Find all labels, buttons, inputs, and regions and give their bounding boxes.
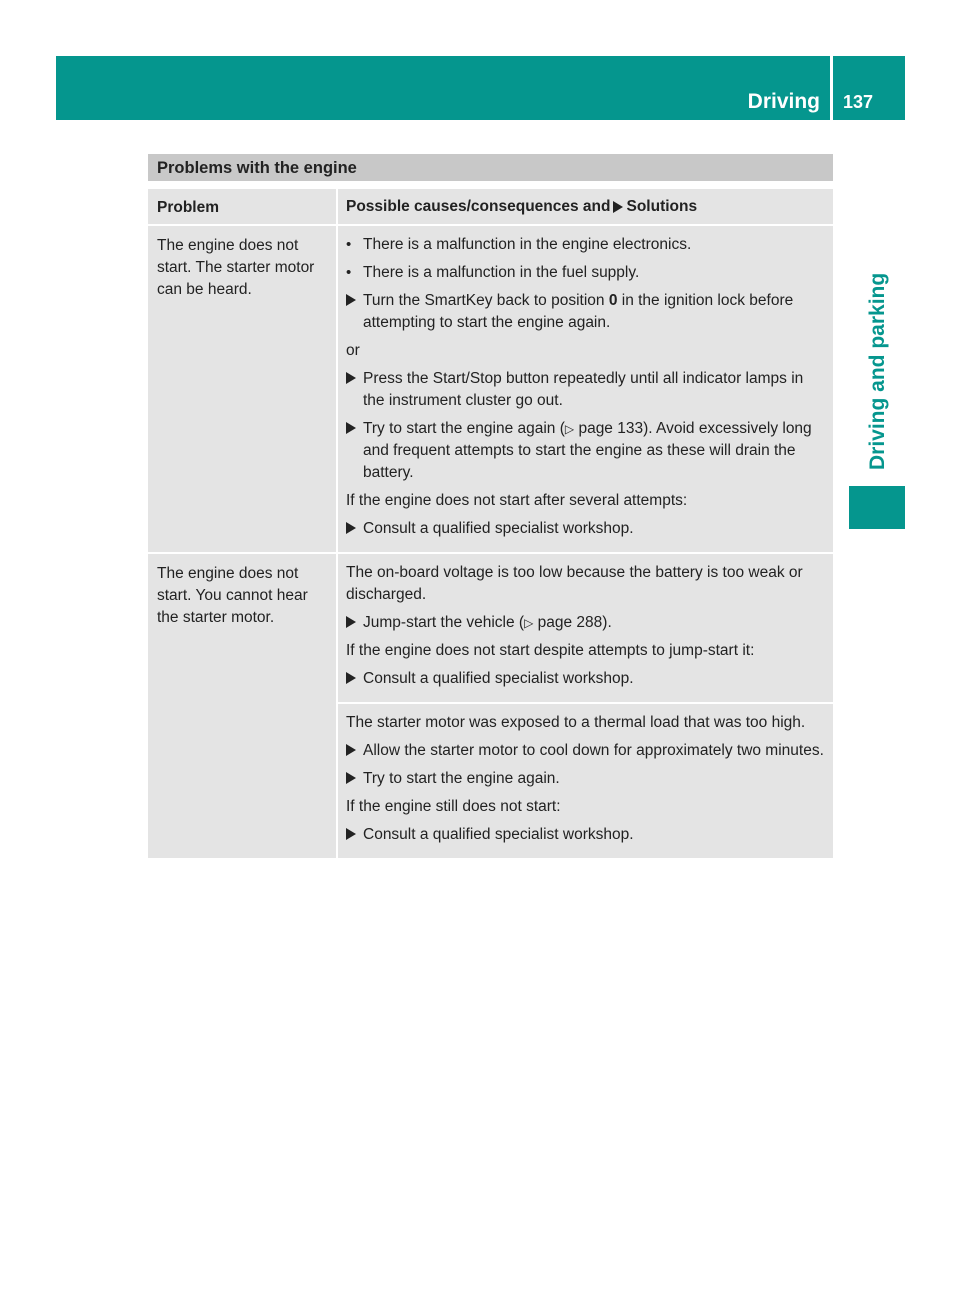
problem-cell: The engine does not start. The starter motor can be heard.: [148, 226, 336, 552]
triangle-right-icon: [346, 616, 356, 628]
triangle-right-icon: [346, 294, 356, 306]
list-item: • There is a malfunction in the engine electronics.: [346, 234, 829, 256]
solution-cell: [338, 226, 833, 552]
action-step: Try to start the engine again.: [346, 768, 829, 790]
triangle-right-icon: [613, 201, 623, 213]
table-row: [148, 554, 833, 858]
bullet-icon: •: [346, 236, 352, 253]
header-divider: [830, 56, 833, 120]
action-step: Turn the SmartKey back to position 0 in the ignition lock before attempting to start the engine again.: [346, 290, 829, 334]
paragraph: If the engine does not start after several attempts:: [346, 492, 688, 509]
table-row: [148, 226, 833, 552]
action-step: Consult a qualified specialist workshop.: [346, 824, 829, 846]
bullet-icon: •: [346, 264, 352, 281]
solution-cell: [338, 704, 833, 858]
action-step: Press the Start/Stop button repeatedly until all indicator lamps in the instrument cluster go out.: [346, 368, 829, 412]
sidebar-chapter-label: Driving and parking: [866, 272, 889, 470]
column-header-solutions: Possible causes/consequences and Solutions: [336, 189, 833, 224]
table-title: Problems with the engine: [148, 154, 833, 181]
page-number: 137: [843, 92, 874, 112]
problem-cell: The engine does not start. You cannot hear the starter motor.: [148, 554, 336, 858]
table-header: [148, 189, 833, 224]
action-step: Consult a qualified specialist workshop.: [346, 668, 829, 690]
triangle-right-icon: [346, 744, 356, 756]
column-header-problem: Problem: [157, 199, 220, 216]
problems-table: [148, 154, 833, 858]
paragraph: The on-board voltage is too low because the battery is too weak or discharged.: [346, 564, 803, 603]
sidebar-chapter-marker: [849, 486, 905, 529]
triangle-right-icon: [346, 828, 356, 840]
triangle-right-icon: [346, 772, 356, 784]
or-text: or: [346, 342, 360, 359]
solution-cell: [338, 554, 833, 702]
action-step: Try to start the engine again (▷ page 133). Avoid excessively long and frequent attempts to start the engine as these will drain the battery.: [346, 418, 829, 484]
triangle-right-icon: [346, 422, 356, 434]
page-ref-icon: ▷: [524, 616, 534, 630]
action-step: Allow the starter motor to cool down for approximately two minutes.: [346, 740, 829, 762]
triangle-right-icon: [346, 522, 356, 534]
action-step: Jump-start the vehicle (▷ page 288).: [346, 612, 829, 634]
paragraph: The starter motor was exposed to a thermal load that was too high.: [346, 714, 806, 731]
triangle-right-icon: [346, 372, 356, 384]
paragraph: If the engine still does not start:: [346, 798, 561, 815]
action-step: Consult a qualified specialist workshop.: [346, 518, 829, 540]
section-title: Driving: [747, 90, 820, 113]
paragraph: If the engine does not start despite attempts to jump-start it:: [346, 642, 755, 659]
list-item: • There is a malfunction in the fuel supply.: [346, 262, 829, 284]
page-ref-icon: ▷: [564, 422, 575, 436]
triangle-right-icon: [346, 672, 356, 684]
